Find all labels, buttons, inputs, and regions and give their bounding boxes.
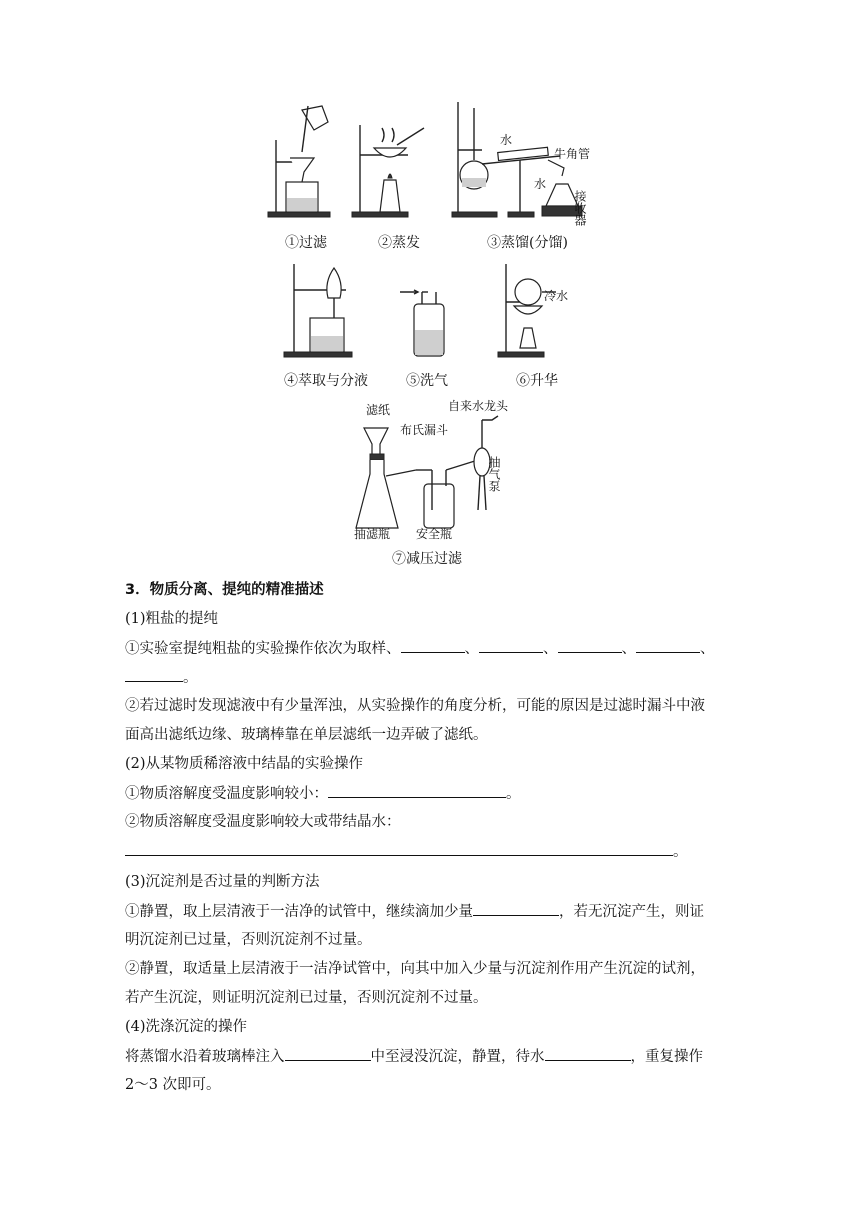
p1-q1-prefix: ①实验室提纯粗盐的实验操作依次为取样、 — [125, 641, 401, 657]
caption-sublime: ⑥升华 — [516, 373, 558, 389]
label-cold-water: 冷水 — [544, 289, 569, 303]
p1-title: (1)粗盐的提纯 — [125, 611, 219, 627]
answer-blank-1 — [401, 638, 465, 653]
p1-q1-line1: ①实验室提纯粗盐的实验操作依次为取样、 、 、 、 、 — [125, 638, 715, 659]
evaporation-apparatus — [352, 100, 432, 220]
answer-blank-2 — [479, 638, 543, 653]
label-safety-bottle: 安全瓶 — [416, 527, 453, 541]
caption-gas-wash: ⑤洗气 — [406, 373, 448, 389]
answer-blank-10 — [545, 1046, 631, 1061]
answer-blank-5 — [125, 667, 183, 682]
label-buchner: 布氏漏斗 — [400, 423, 449, 437]
p2-q2-answer: 。 — [125, 841, 688, 862]
caption-vacuum-filter: ⑦减压过滤 — [392, 551, 462, 567]
gas-washing-bottle — [398, 282, 458, 362]
answer-blank-3 — [558, 638, 622, 653]
p2-title: (2)从某物质稀溶液中结晶的实验操作 — [125, 756, 364, 772]
label-receiver: 接收器 — [573, 190, 587, 226]
p1-q2-line1: ②若过滤时发现滤液中有少量浑浊，从实验操作的角度分析，可能的原因是过滤时漏斗中液 — [125, 698, 705, 714]
caption-filter: ①过滤 — [285, 235, 327, 251]
label-pump: 抽气泵 — [487, 456, 501, 492]
label-adapter: 牛角管 — [554, 147, 591, 161]
p4-title: (4)洗涤沉淀的操作 — [125, 1019, 248, 1035]
label-water-in: 水 — [500, 133, 513, 147]
p3-title: (3)沉淀剂是否过量的判断方法 — [125, 874, 320, 890]
p3-q2-line2: 若产生沉淀，则证明沉淀剂已过量，否则沉淀剂不过量。 — [125, 990, 488, 1006]
answer-blank-6 — [328, 783, 506, 798]
p1-q1-line2: 。 — [125, 667, 198, 688]
p2-q1: ①物质溶解度受温度影响较小： 。 — [125, 783, 521, 804]
filtration-apparatus — [268, 100, 338, 220]
p1-q2-line2: 面高出滤纸边缘、玻璃棒靠在单层滤纸一边弄破了滤纸。 — [125, 727, 488, 743]
label-suction-flask: 抽滤瓶 — [354, 527, 391, 541]
caption-evaporate: ②蒸发 — [378, 235, 420, 251]
answer-blank-7 — [125, 841, 673, 856]
extraction-apparatus — [284, 262, 364, 362]
answer-blank-9 — [285, 1046, 371, 1061]
label-tap: 自来水龙头 — [448, 399, 509, 413]
p3-q2-line1: ②静置，取适量上层清液于一洁净试管中，向其中加入少量与沉淀剂作用产生沉淀的试剂， — [125, 961, 705, 977]
label-filter-paper: 滤纸 — [366, 403, 391, 417]
section-heading: 3．物质分离、提纯的精准描述 — [125, 582, 324, 598]
answer-blank-8 — [473, 901, 559, 916]
vacuum-filtration-apparatus — [352, 400, 532, 540]
caption-distill: ③蒸馏(分馏) — [487, 235, 568, 251]
p2-q2: ②物质溶解度受温度影响较大或带结晶水： — [125, 814, 401, 830]
p4-line1: 将蒸馏水沿着玻璃棒注入 中至浸没沉淀，静置，待水 ，重复操作 — [125, 1046, 703, 1067]
label-water-out: 水 — [534, 177, 547, 191]
p3-q1-line1: ①静置，取上层清液于一洁净的试管中，继续滴加少量 ，若无沉淀产生，则证 — [125, 901, 704, 922]
p4-line2: 2～3 次即可。 — [125, 1077, 221, 1093]
sublimation-apparatus — [498, 262, 588, 362]
distillation-apparatus — [452, 100, 602, 226]
caption-extract: ④萃取与分液 — [284, 373, 368, 389]
p3-q1-line2: 明沉淀剂已过量，否则沉淀剂不过量。 — [125, 932, 372, 948]
answer-blank-4 — [636, 638, 700, 653]
